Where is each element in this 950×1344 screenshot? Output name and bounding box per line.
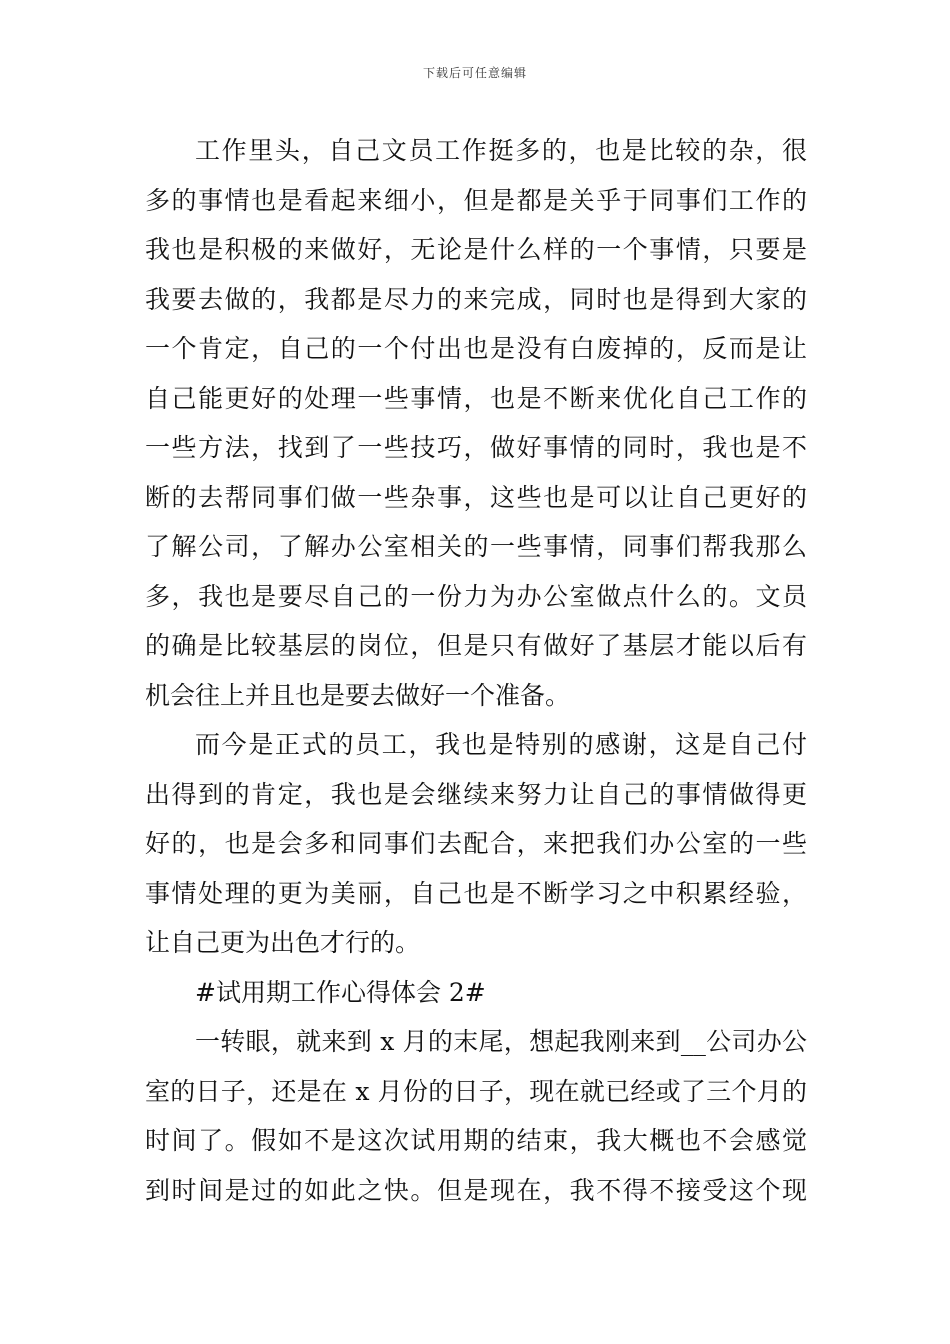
paragraph — [145, 126, 807, 720]
heading-text: #试用期工作心得体会 2# — [195, 977, 486, 1007]
text-line: 多，我也是要尽自己的一份力为办公室做点什么的。文员 — [145, 581, 807, 611]
paragraph — [145, 720, 807, 968]
text-line: 室的日子，还是在 x 月份的日子，现在就已经或了三个月的 — [145, 1076, 807, 1106]
text-line: 自己能更好的处理一些事情，也是不断来优化自己工作的 — [145, 383, 807, 413]
text-line: 一转眼，就来到 x 月的末尾，想起我刚来到__公司办公 — [195, 1027, 807, 1056]
text-line: 事情处理的更为美丽，自己也是不断学习之中积累经验， — [145, 878, 807, 908]
text-line: 我也是积极的来做好，无论是什么样的一个事情，只要是 — [145, 235, 807, 264]
text-line: 让自己更为出色才行的。 — [145, 928, 421, 957]
document-body — [145, 126, 807, 1215]
section-heading — [145, 968, 807, 1018]
text-line: 了解公司，了解办公室相关的一些事情，同事们帮我那么 — [145, 532, 807, 561]
text-line: 一些方法，找到了一些技巧，做好事情的同时，我也是不 — [145, 433, 807, 462]
page-header: 下载后可任意编辑 — [422, 66, 527, 80]
text-line: 机会往上并且也是要去做好一个准备。 — [145, 680, 571, 710]
text-line: 时间了。假如不是这次试用期的结束，我大概也不会感觉 — [145, 1126, 807, 1155]
text-line: 我要去做的，我都是尽力的来完成，同时也是得到大家的 — [145, 284, 807, 314]
text-line: 的确是比较基层的岗位，但是只有做好了基层才能以后有 — [145, 631, 807, 660]
text-line: 到时间是过的如此之快。但是现在，我不得不接受这个现 — [145, 1175, 807, 1205]
text-line: 而今是正式的员工，我也是特别的感谢，这是自己付 — [195, 730, 807, 759]
text-line: 好的，也是会多和同事们去配合，来把我们办公室的一些 — [145, 829, 807, 858]
text-line: 一个肯定，自己的一个付出也是没有白废掉的，反而是让 — [145, 334, 807, 363]
text-line: 断的去帮同事们做一些杂事，这些也是可以让自己更好的 — [145, 482, 807, 512]
text-line: 工作里头，自己文员工作挺多的，也是比较的杂，很 — [195, 136, 807, 165]
text-line: 多的事情也是看起来细小，但是都是关乎于同事们工作的 — [145, 185, 807, 215]
text-line: 出得到的肯定，我也是会继续来努力让自己的事情做得更 — [145, 779, 807, 809]
paragraph — [145, 1017, 807, 1215]
